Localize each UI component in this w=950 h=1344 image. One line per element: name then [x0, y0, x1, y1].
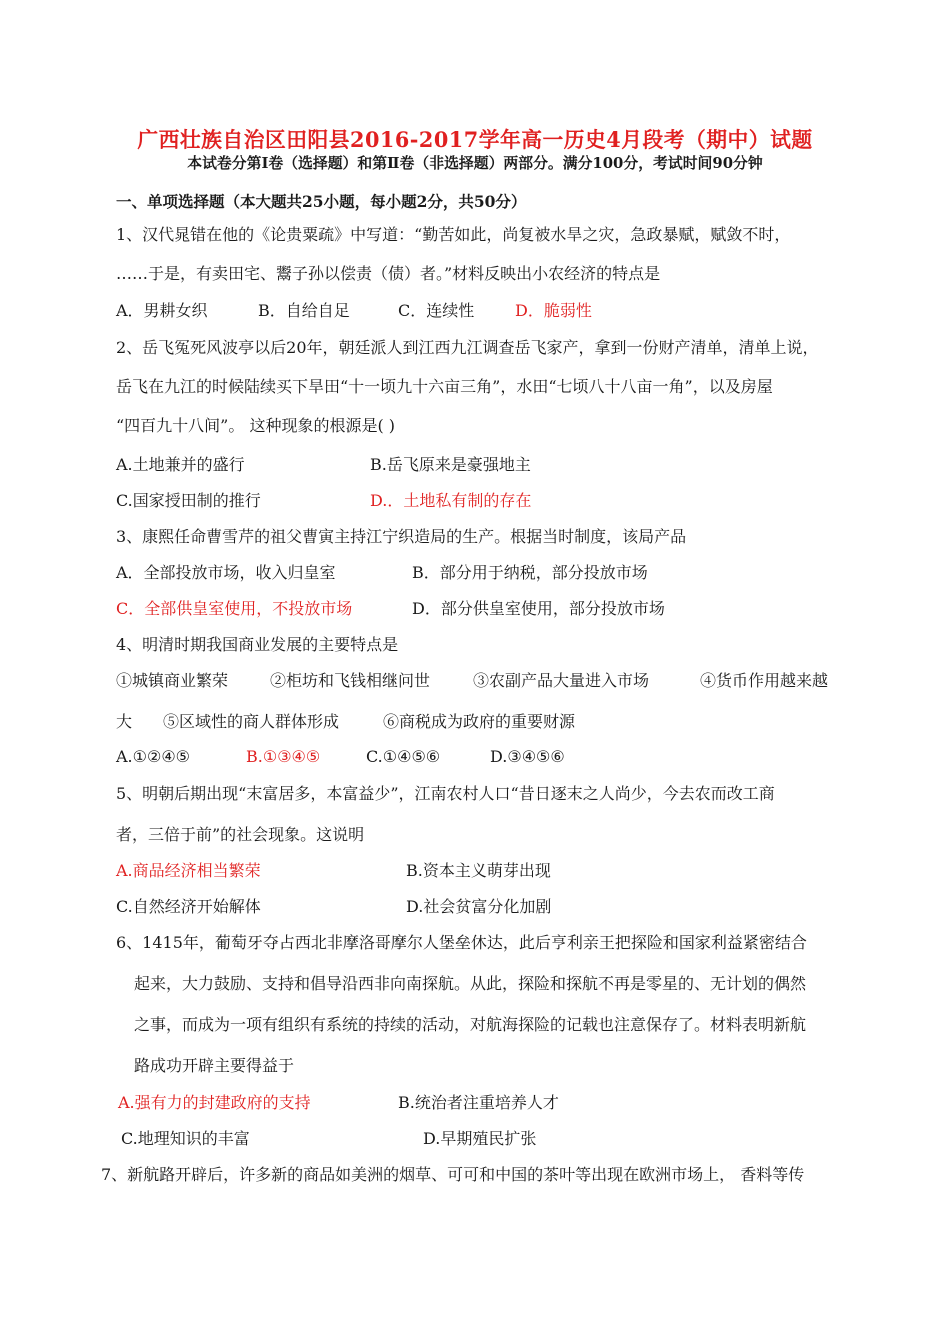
q4-option-b-answer: B.①③④⑤	[246, 747, 321, 766]
q2-stem-line3: “四百九十八间”。 这种现象的根源是( )	[116, 416, 396, 435]
q5-option-c: C.自然经济开始解体	[116, 897, 261, 916]
q1-option-d-answer: D．脆弱性	[515, 301, 592, 320]
q1-stem-line1: 1、汉代晁错在他的《论贵粟疏》中写道：“勤苦如此，尚复被水旱之灾，急政暴赋，赋敛不时，	[116, 225, 791, 244]
q2-option-b: B.岳飞原来是豪强地主	[370, 455, 531, 474]
q4-stem-line1: 4、明清时期我国商业发展的主要特点是	[116, 635, 399, 654]
q6-option-a-answer: A.强有力的封建政府的支持	[118, 1093, 311, 1112]
q2-option-c: C.国家授田制的推行	[116, 491, 261, 510]
q5-option-d: D.社会贫富分化加剧	[406, 897, 552, 916]
q3-option-a: A．全部投放市场，收入归皇室	[116, 563, 336, 582]
q4-option-c: C.①④⑤⑥	[366, 747, 441, 766]
q5-stem-line2: 者，三倍于前”的社会现象。这说明	[116, 825, 365, 844]
q6-stem-line4: 路成功开辟主要得益于	[134, 1056, 295, 1075]
exam-title: 广西壮族自治区田阳县2016-2017学年高一历史4月段考（期中）试题	[137, 127, 813, 152]
q3-option-b: B．部分用于纳税，部分投放市场	[412, 563, 648, 582]
q3-stem-line1: 3、康熙任命曹雪芹的祖父曹寅主持江宁织造局的生产。根据当时制度，该局产品	[116, 527, 687, 546]
exam-subtitle: 本试卷分第Ⅰ卷（选择题）和第Ⅱ卷（非选择题）两部分。满分100分，考试时间90分钟	[187, 154, 763, 172]
q4-item-2: ②柜坊和飞钱相继问世	[270, 671, 431, 690]
q2-stem-line2: 岳飞在九江的时候陆续买下旱田“十一顷九十六亩三角”，水田“七顷八十八亩一角”，以及房屋	[116, 377, 773, 396]
q6-option-c: C.地理知识的丰富	[121, 1129, 250, 1148]
q1-option-a: A．男耕女织	[116, 301, 208, 320]
q6-option-d: D.早期殖民扩张	[423, 1129, 537, 1148]
q5-option-a-answer: A.商品经济相当繁荣	[116, 861, 261, 880]
q4-item-5: ⑤区域性的商人群体形成	[163, 712, 340, 731]
q2-option-d-answer: D.．土地私有制的存在	[370, 491, 532, 510]
q4-item-1: ①城镇商业繁荣	[116, 671, 229, 690]
q5-stem-line1: 5、明朝后期出现“末富居多，本富益少”，江南农村人口“昔日逐末之人尚少，今去农而改工商	[116, 784, 775, 803]
q4-item-4: ④货币作用越来越	[700, 671, 829, 690]
q4-option-d: D.③④⑤⑥	[490, 747, 565, 766]
q5-option-b: B.资本主义萌芽出现	[406, 861, 551, 880]
q3-option-c-answer: C．全部供皇室使用，不投放市场	[116, 599, 353, 618]
q4-item-3: ③农副产品大量进入市场	[473, 671, 650, 690]
section-heading: 一、单项选择题（本大题共25小题，每小题2分，共50分）	[116, 192, 527, 211]
q4-item-4-continued: 大	[116, 712, 133, 731]
q1-stem-line2: ……于是，有卖田宅、鬻子孙以偿责（债）者。”材料反映出小农经济的特点是	[116, 264, 661, 283]
q6-stem-line3: 之事，而成为一项有组织有系统的持续的活动，对航海探险的记载也注意保存了。材料表明新航	[134, 1015, 807, 1034]
q3-option-d: D．部分供皇室使用，部分投放市场	[412, 599, 665, 618]
q1-option-b: B．自给自足	[258, 301, 350, 320]
q6-option-b: B.统治者注重培养人才	[398, 1093, 559, 1112]
q1-option-c: C．连续性	[398, 301, 475, 320]
q4-item-6: ⑥商税成为政府的重要财源	[383, 712, 576, 731]
q6-stem-line2: 起来，大力鼓励、支持和倡导沿西非向南探航。从此，探险和探航不再是零星的、无计划的偶然	[134, 974, 807, 993]
q2-option-a: A.土地兼并的盛行	[116, 455, 245, 474]
q6-stem-line1: 6、1415年，葡萄牙夺占西北非摩洛哥摩尔人堡垒休达，此后亨利亲王把探险和国家利益紧密结合	[116, 933, 807, 952]
q7-stem-line1: 7、新航路开辟后，许多新的商品如美洲的烟草、可可和中国的茶叶等出现在欧洲市场上， 香料等传	[101, 1165, 805, 1184]
q4-option-a: A.①②④⑤	[116, 747, 191, 766]
q2-stem-line1: 2、岳飞冤死风波亭以后20年，朝廷派人到江西九江调查岳飞家产，拿到一份财产清单，清单上说，	[116, 338, 819, 357]
